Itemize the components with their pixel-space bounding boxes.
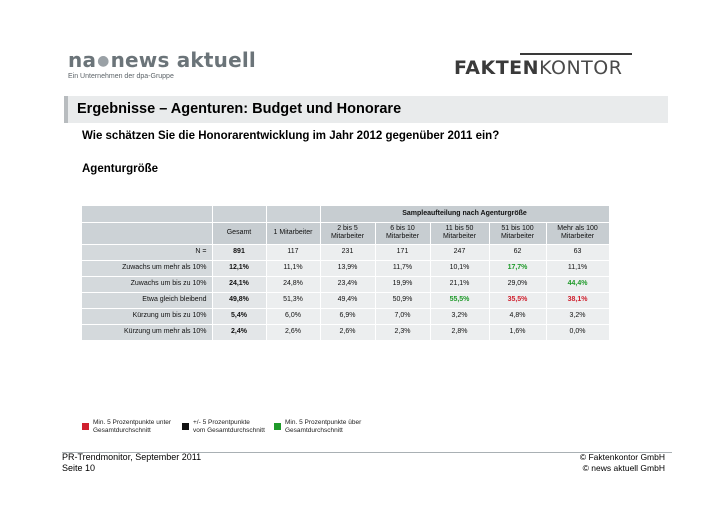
table-cell: 5,4%	[212, 308, 266, 324]
table-cell: 891	[212, 244, 266, 260]
table-cell: 117	[266, 244, 320, 260]
row-label: N =	[82, 244, 212, 260]
table-row	[82, 260, 609, 276]
table-cell: 7,0%	[375, 308, 430, 324]
column-header: Gesamt	[212, 222, 266, 244]
table-cell: 55,5%	[430, 292, 489, 308]
news-aktuell-tagline: Ein Unternehmen der dpa-Gruppe	[68, 73, 174, 80]
legend: Min. 5 Prozentpunkte unter Gesamtdurchschnitt +/- 5 Prozentpunkte vom Gesamtdurchschnitt Min. 5 Prozentpunkte über Gesamtdurchschnitt	[82, 419, 468, 440]
results-table	[82, 206, 610, 341]
table-cell: 2,6%	[266, 324, 320, 340]
legend-swatch-black	[182, 423, 189, 430]
table-cell: 6,0%	[266, 308, 320, 324]
table-cell: 2,6%	[320, 324, 375, 340]
column-header: 51 bis 100 Mitarbeiter	[489, 222, 546, 244]
table-cell: 35,5%	[489, 292, 546, 308]
table-cell: 247	[430, 244, 489, 260]
table-cell: 6,9%	[320, 308, 375, 324]
title-bar	[64, 96, 668, 123]
row-label: Kürzung um bis zu 10%	[82, 308, 212, 324]
table-cell: 62	[489, 244, 546, 260]
table-row	[82, 244, 609, 260]
table-cell: 2,8%	[430, 324, 489, 340]
table-row	[82, 308, 609, 324]
faktenkontor-logo-bar	[520, 53, 632, 55]
column-header: 6 bis 10 Mitarbeiter	[375, 222, 430, 244]
footer-copyright-news-aktuell: © news aktuell GmbH	[582, 463, 665, 473]
column-header: 1 Mitarbeiter	[266, 222, 320, 244]
table-cell: 21,1%	[430, 276, 489, 292]
table-column-header-row	[82, 222, 609, 244]
table-cell: 24,1%	[212, 276, 266, 292]
table-cell: 23,4%	[320, 276, 375, 292]
legend-swatch-green	[274, 423, 281, 430]
table-cell: 38,1%	[546, 292, 609, 308]
row-label: Zuwachs um mehr als 10%	[82, 260, 212, 276]
table-cell: 1,6%	[489, 324, 546, 340]
table-cell: 2,4%	[212, 324, 266, 340]
footer-page-number: Seite 10	[62, 463, 96, 473]
table-cell: 171	[375, 244, 430, 260]
table-cell: 44,4%	[546, 276, 609, 292]
section-heading: Agenturgröße	[82, 163, 159, 175]
table-cell: 29,0%	[489, 276, 546, 292]
news-aktuell-logo	[68, 48, 256, 84]
table-cell: 50,9%	[375, 292, 430, 308]
column-header: Mehr als 100 Mitarbeiter	[546, 222, 609, 244]
survey-question: Wie schätzen Sie die Honorarentwicklung im Jahr 2012 gegenüber 2011 ein?	[82, 130, 500, 142]
row-label: Etwa gleich bleibend	[82, 292, 212, 308]
table-cell: 24,8%	[266, 276, 320, 292]
footer-source: PR-Trendmonitor, September 2011	[62, 452, 202, 462]
row-label: Zuwachs um bis zu 10%	[82, 276, 212, 292]
column-header: 11 bis 50 Mitarbeiter	[430, 222, 489, 244]
table-cell: 12,1%	[212, 260, 266, 276]
table-cell: 10,1%	[430, 260, 489, 276]
table-row	[82, 276, 609, 292]
column-header: 2 bis 5 Mitarbeiter	[320, 222, 375, 244]
table-cell: 231	[320, 244, 375, 260]
table-cell: 11,1%	[546, 260, 609, 276]
table-cell: 4,8%	[489, 308, 546, 324]
table-cell: 13,9%	[320, 260, 375, 276]
table-cell: 3,2%	[430, 308, 489, 324]
page-title: Ergebnisse – Agenturen: Budget und Honorare	[77, 101, 402, 117]
table-cell: 2,3%	[375, 324, 430, 340]
group-header: Sampleaufteilung nach Agenturgröße	[320, 206, 609, 222]
table-group-header-row	[82, 206, 609, 222]
faktenkontor-logo	[454, 53, 644, 83]
faktenkontor-wordmark: FAKTENKONTOR	[454, 57, 623, 79]
table-row	[82, 292, 609, 308]
table-cell: 17,7%	[489, 260, 546, 276]
table-cell: 49,4%	[320, 292, 375, 308]
table-cell: 19,9%	[375, 276, 430, 292]
legend-swatch-red	[82, 423, 89, 430]
table-cell: 11,7%	[375, 260, 430, 276]
table-cell: 63	[546, 244, 609, 260]
table-cell: 51,3%	[266, 292, 320, 308]
table-cell: 3,2%	[546, 308, 609, 324]
news-aktuell-wordmark: na●news aktuell	[68, 48, 256, 72]
table-cell: 11,1%	[266, 260, 320, 276]
table-cell: 0,0%	[546, 324, 609, 340]
row-label: Kürzung um mehr als 10%	[82, 324, 212, 340]
table-cell: 49,8%	[212, 292, 266, 308]
table-row	[82, 324, 609, 340]
footer-copyright-faktenkontor: © Faktenkontor GmbH	[579, 452, 665, 462]
